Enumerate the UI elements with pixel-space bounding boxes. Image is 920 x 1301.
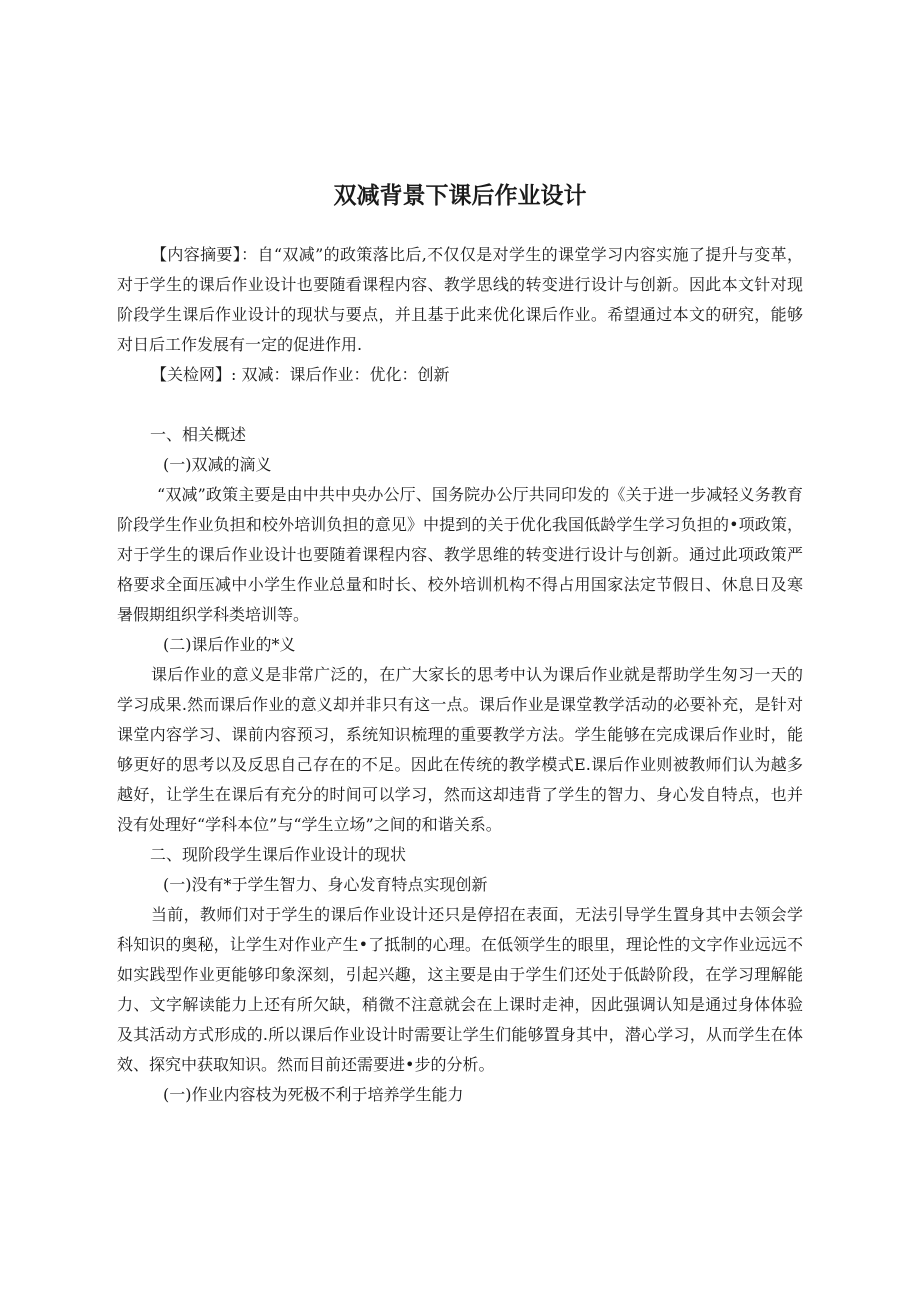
section-2-sub-1-paragraph: 当前，教师们对于学生的课后作业设计还只是停招在表面，无法引导学生置身其中去领会学科知识的奥秘，让学生对作业产生•了抵制的心理。在低领学生的眼里，理论性的文字作业远远不如实践型作业更能够印象深刻，引起兴趣，这主要是由于学生们还处于低龄阶段，在学习理解能力、文字解读能力上还有所欠缺，稍微不注意就会在上课时走神，因此强调认知是通过身体体验及其活动方式形成的.所以课后作业设计时需要让学生们能够置身其中，潜心学习，从而学生在体效、探究中获取知识。然而目前还需要进•步的分析。: [117, 905, 803, 1074]
section-1-heading: 一、相关概述: [150, 425, 247, 444]
section-1-sub-2-paragraph: 课后作业的意义是非常广泛的，在广大家长的思考中认为课后作业就是帮助学生匆习一天的学习成果.然而课后作业的意义却并非只有这一点。课后作业是课堂教学活动的必要补充，是针对课堂内容学习、课前内容预习，系统知识梳理的重要教学方法。学生能够在完成课后作业时，能够更好的思考以及反思自己存在的不足。因此在传统的教学模式E.课后作业则被教师们认为越多越好，让学生在课后有充分的时间可以学习，然而这却违背了学生的智力、身心发自特点，也并没有处理好“学科本位”与“学生立场”之间的和谐关系。: [117, 665, 803, 834]
section-spacer: [117, 390, 803, 420]
section-1-sub-2-heading: (二)课后作业的*义: [163, 635, 296, 654]
section-2-sub-2-heading: (一)作业内容枝为死极不利于培养学生能力: [163, 1085, 464, 1104]
document-title: 双减背景下课后作业设计: [333, 183, 587, 209]
section-2-heading: 二、现阶段学生课后作业设计的现状: [150, 845, 407, 864]
section-1-sub-1-paragraph: “双减”政策主要是由中共中央办公厅、国务院办公厅共同印发的《关于进一步减轻义务教育阶段学生作业负担和校外培训负担的意见》中提到的关于优化我国低龄学生学习负担的•项政策，对于学生的课后作业设计也要随着课程内容、教学思维的转变进行设计与创新。通过此项政策严格要求全面压减中小学生作业总量和时长、校外培训机构不得占用国家法定节假日、休息日及寒暑假期组织学科类培训等。: [117, 485, 803, 624]
section-1-sub-1-heading: (一)双减的滴义: [163, 455, 272, 474]
section-2-sub-1-heading: (一)没有*于学生智力、身心发育特点实现创新: [163, 875, 488, 894]
keywords-line: 【关检网】: 双减：课后作业：优化：创新: [151, 365, 450, 384]
document-body: [117, 240, 803, 1110]
abstract-paragraph: 【内容摘要】：自“双减”的政策落比后,不仅仅是对学生的课堂学习内容实施了提升与变革，对于学生的课后作业设计也要随看课程内容、教学思线的转变进行设计与创新。因此本文针对现阶段学生课后作业设计的现状与要点，并且基于此来优化课后作业。希望通过本文的研究，能够对日后工作发展有一定的促进作用.: [117, 245, 803, 354]
